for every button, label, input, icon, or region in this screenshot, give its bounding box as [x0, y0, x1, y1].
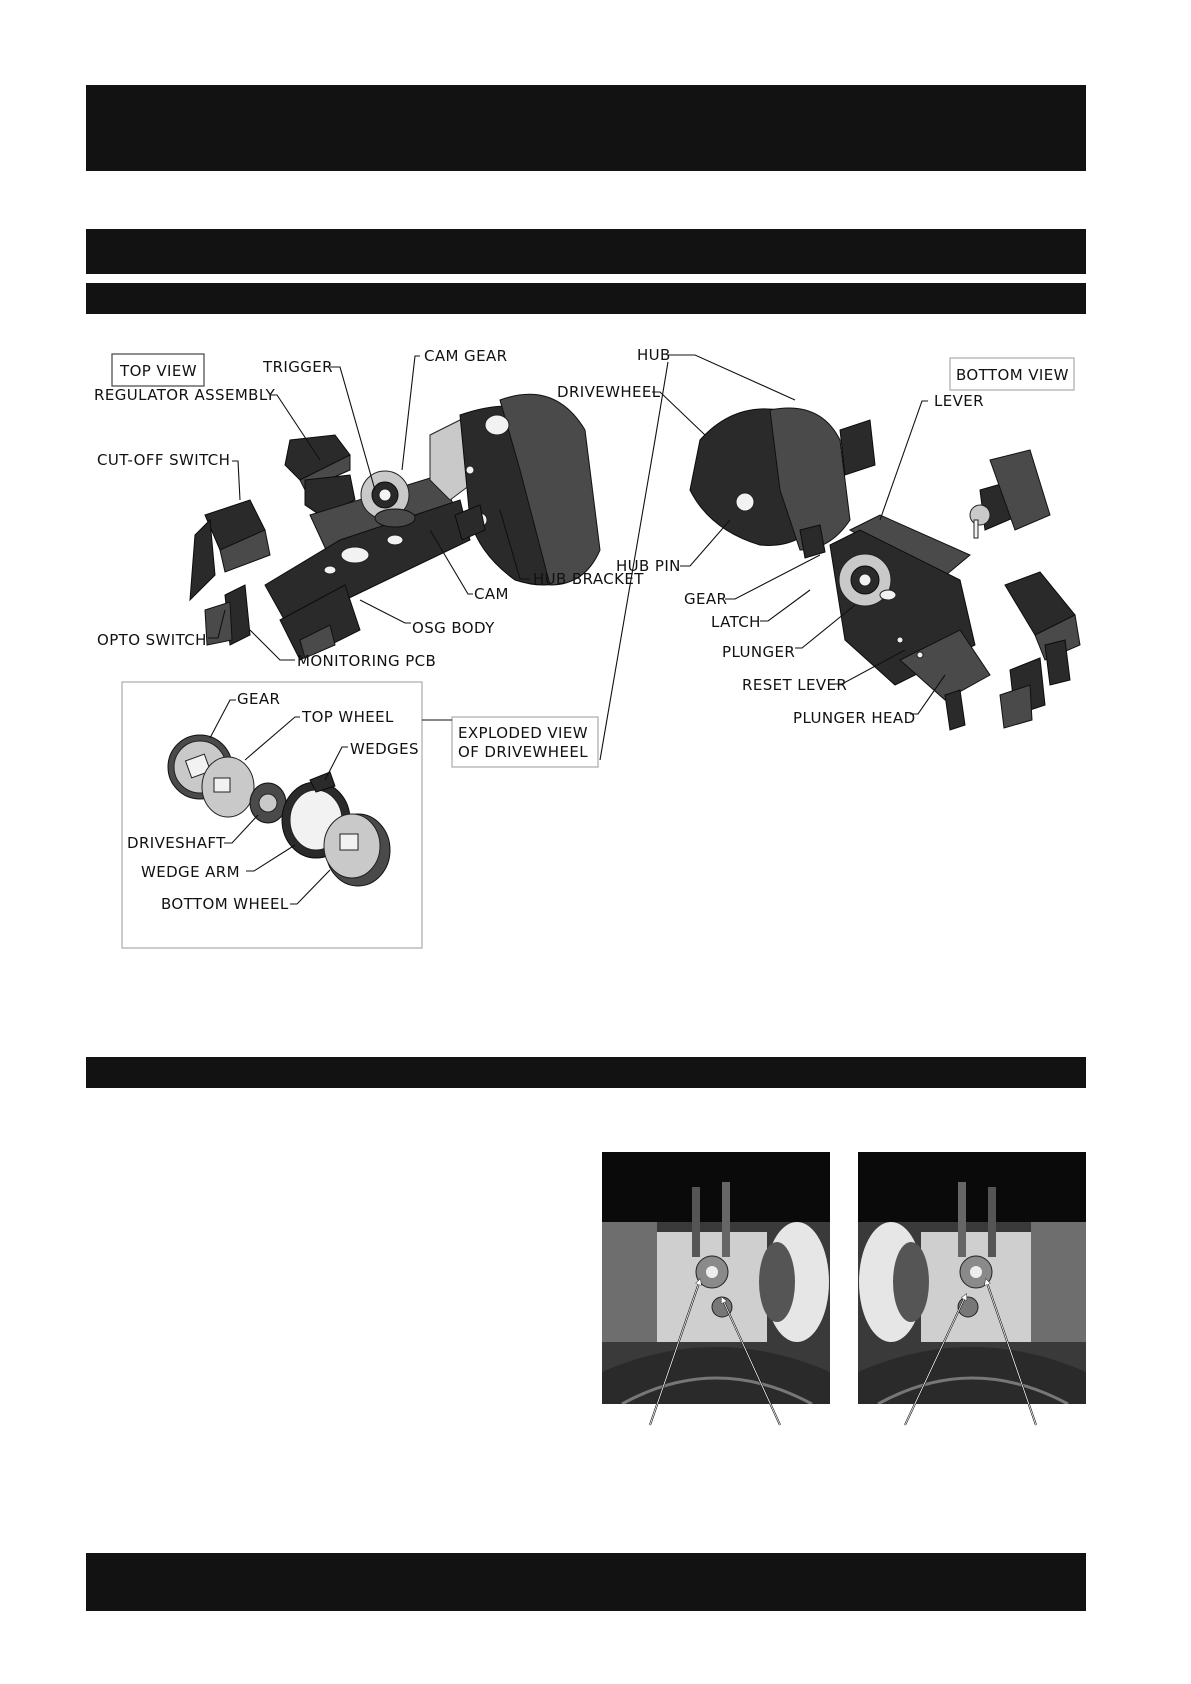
gear-label: GEAR	[684, 590, 728, 608]
latch-label: LATCH	[711, 613, 761, 631]
exploded-view-line2: OF DRIVEWHEEL	[458, 743, 588, 761]
cut-off-switch-label: CUT-OFF SWITCH	[97, 451, 231, 469]
osg-components-diagram	[0, 340, 1191, 1020]
hub-label: HUB	[637, 346, 671, 364]
monitoring-pcb-label: MONITORING PCB	[297, 652, 437, 670]
trigger-label: TRIGGER	[263, 358, 333, 376]
wedges-label: WEDGES	[350, 740, 419, 758]
lever-label: LEVER	[934, 392, 984, 410]
opto-switch-label: OPTO SWITCH	[97, 631, 207, 649]
subsection-title-bar	[86, 283, 1086, 314]
drivewheel-label: DRIVEWHEEL	[557, 383, 661, 401]
top-view-label: TOP VIEW	[120, 362, 197, 380]
driveshaft-label: DRIVESHAFT	[127, 834, 226, 852]
osg-body-label: OSG BODY	[412, 619, 495, 637]
inset-gear-label: GEAR	[237, 690, 281, 708]
regulator-assembly-label: REGULATOR ASSEMBLY	[94, 386, 276, 404]
header-bar	[86, 85, 1086, 171]
top-view-assembly	[190, 394, 600, 660]
section-title-bar	[86, 229, 1086, 274]
exploded-view-line1: EXPLODED VIEW	[458, 724, 588, 742]
plunger-head-label: PLUNGER HEAD	[793, 709, 916, 727]
photo-callout-arrows	[600, 1150, 1100, 1430]
bottom-wheel-label: BOTTOM WHEEL	[161, 895, 289, 913]
section-title-bar-2	[86, 1057, 1086, 1088]
wedge-arm-label: WEDGE ARM	[141, 863, 240, 881]
cam-gear-label: CAM GEAR	[424, 347, 508, 365]
footer-bar	[86, 1553, 1086, 1611]
top-wheel-label: TOP WHEEL	[302, 708, 394, 726]
plunger-label: PLUNGER	[722, 643, 796, 661]
hub-pin-label: HUB PIN	[616, 557, 681, 575]
reset-lever-label: RESET LEVER	[742, 676, 848, 694]
cam-label: CAM	[474, 585, 509, 603]
hub-bracket-label: HUB BRACKET	[533, 570, 644, 588]
bottom-view-label: BOTTOM VIEW	[956, 366, 1069, 384]
